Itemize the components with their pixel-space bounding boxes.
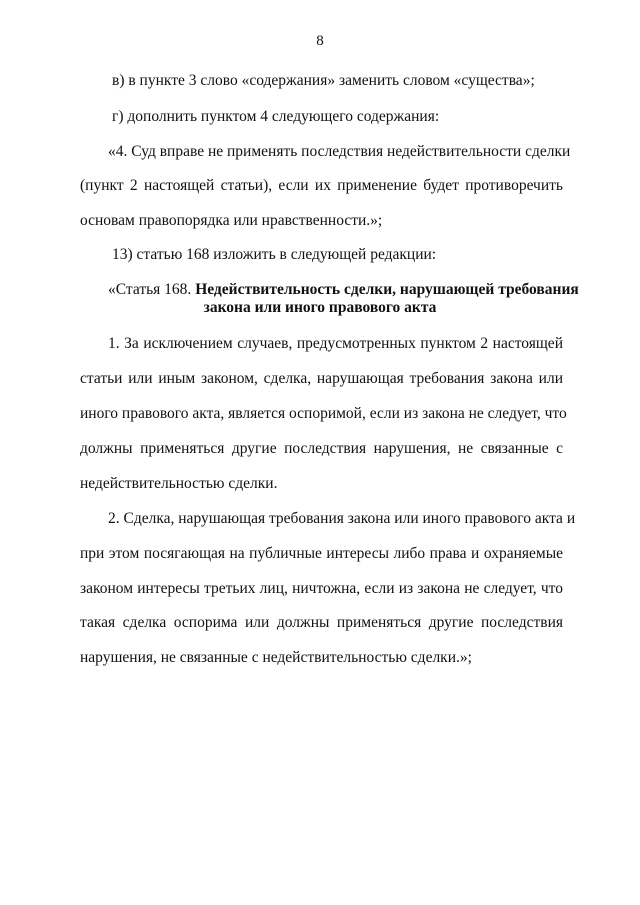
text-line: недействительностью сделки. <box>80 475 278 492</box>
text-line: (пункт 2 настоящей статьи), если их применение будет противоречить <box>80 177 563 194</box>
text-line: «4. Суд вправе не применять последствия недействительности сделки <box>108 143 571 160</box>
article-heading-title: Недействительность сделки, нарушающей требования <box>195 281 579 298</box>
text-line: нарушения, не связанные с недействительностью сделки.»; <box>80 649 472 666</box>
text-line: 1. За исключением случаев, предусмотренных пунктом 2 настоящей <box>108 335 563 352</box>
text-line: такая сделка оспорима или должны применяться другие последствия <box>80 614 563 631</box>
article-heading-prefix: «Статья 168. <box>108 281 196 298</box>
text-line: 13) статью 168 изложить в следующей редакции: <box>112 246 437 263</box>
text-line: должны применяться другие последствия нарушения, не связанные с <box>80 440 563 457</box>
text-line: в) в пункте 3 слово «содержания» заменить словом «существа»; <box>112 72 535 89</box>
text-line: при этом посягающая на публичные интересы либо права и охраняемые <box>80 545 563 562</box>
page-number: 8 <box>316 33 324 49</box>
text-line: 2. Сделка, нарушающая требования закона или иного правового акта и <box>108 510 576 527</box>
text-line: г) дополнить пунктом 4 следующего содержания: <box>112 108 440 125</box>
text-line: статьи или иным законом, сделка, нарушающая требования закона или <box>80 370 563 387</box>
text-line: иного правового акта, является оспоримой, если из закона не следует, что <box>80 405 567 422</box>
article-heading-title-cont: закона или иного правового акта <box>203 299 437 316</box>
article-heading <box>108 281 579 299</box>
text-line: основам правопорядка или нравственности.»; <box>80 212 383 229</box>
text-line: законом интересы третьих лиц, ничтожна, если из закона не следует, что <box>80 580 563 597</box>
